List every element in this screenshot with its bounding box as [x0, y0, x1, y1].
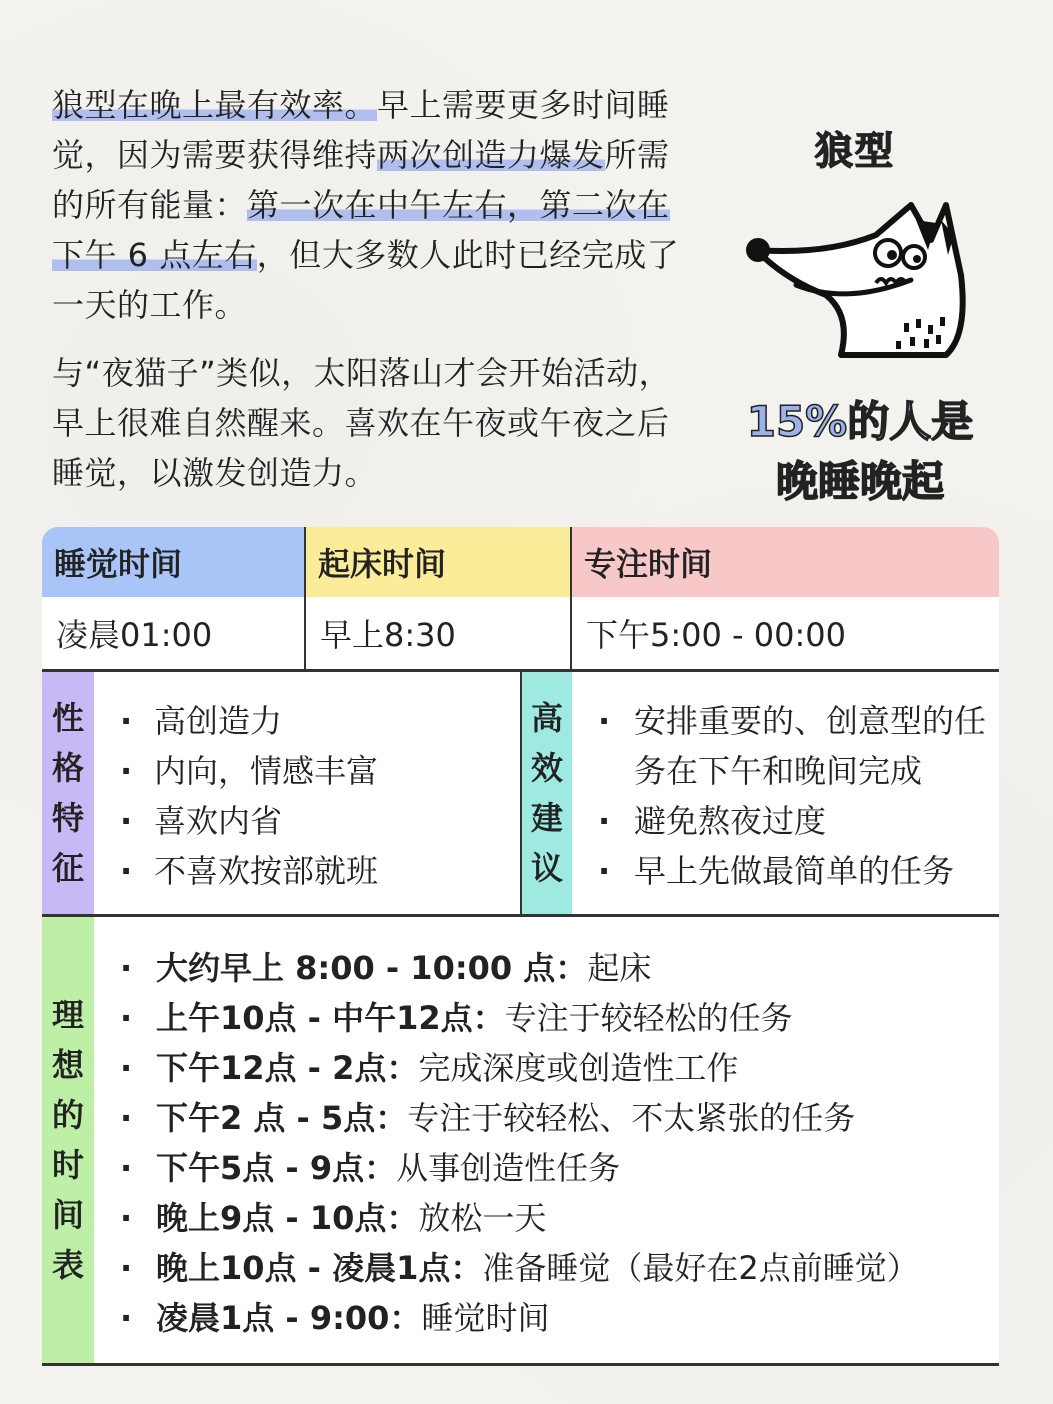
highlighted-text: 两次创造力爆发	[377, 136, 605, 174]
schedule-label-char: 理	[51, 996, 84, 1034]
value-wake-time: 早上8:30	[306, 597, 572, 669]
schedule-task: 放松一天	[418, 1199, 547, 1237]
traits-label-char: 格	[51, 749, 84, 787]
value-row	[42, 597, 999, 672]
schedule-item	[94, 1243, 919, 1293]
schedule-time: 晚上9点 - 10点：	[156, 1199, 419, 1237]
value-sleep-time: 凌晨01:00	[42, 597, 306, 669]
schedule-row	[42, 917, 999, 1366]
highlighted-text: 狼型在晚上最有效率。	[52, 86, 378, 124]
intro-paragraph-1	[52, 80, 692, 330]
list-item: · 安排重要的、创意型的任务在下午和晚间完成	[572, 696, 999, 796]
stat-line-2: 晚睡晚起	[775, 457, 944, 506]
schedule-time: 晚上10点 - 凌晨1点：	[156, 1249, 483, 1287]
schedule-task: 专注于较轻松的任务	[504, 999, 793, 1037]
schedule-task: 从事创造性任务	[396, 1149, 621, 1187]
schedule-time: 下午12点 - 2点：	[156, 1049, 419, 1087]
wolf-head-icon	[736, 195, 976, 370]
traits-list	[94, 672, 520, 914]
traits-tips-row	[42, 672, 999, 917]
traits-label	[42, 672, 94, 914]
schedule-list	[94, 917, 919, 1363]
chronotype-table	[42, 527, 999, 1366]
value-focus-time: 下午5:00 - 00:00	[586, 616, 846, 654]
schedule-item	[94, 993, 919, 1043]
intro-text-segment: 早上需要更多时间睡觉，因为需要获得维持	[52, 86, 670, 174]
list-item: · 高创造力	[94, 696, 520, 746]
intro-text	[52, 80, 692, 516]
header-sleep-time: 睡觉时间	[42, 527, 306, 597]
tips-label	[520, 672, 572, 914]
list-item: · 喜欢内省	[94, 796, 520, 846]
list-item: · 内向，情感丰富	[94, 746, 520, 796]
schedule-label-char: 想	[51, 1046, 84, 1084]
list-item: · 早上先做最简单的任务	[572, 846, 999, 896]
schedule-task: 完成深度或创造性工作	[418, 1049, 739, 1087]
schedule-item	[94, 1193, 919, 1243]
schedule-label-char: 表	[51, 1246, 84, 1284]
list-item: · 避免熬夜过度	[572, 796, 999, 846]
traits-label-char: 特	[51, 799, 84, 837]
header-focus-time: 专注时间	[572, 527, 999, 597]
schedule-time: 上午10点 - 中午12点：	[156, 999, 505, 1037]
tips-label-char: 建	[530, 799, 563, 837]
tips-list	[572, 672, 999, 914]
schedule-item	[94, 1043, 919, 1093]
stat-line-1: 15%的人是	[746, 397, 974, 446]
schedule-task: 睡觉时间	[421, 1299, 550, 1337]
tips-label-char: 高	[530, 699, 563, 737]
tips-label-char: 效	[530, 749, 563, 787]
schedule-item	[94, 1293, 919, 1343]
schedule-task: 专注于较轻松、不太紧张的任务	[407, 1099, 856, 1137]
chronotype-stat	[730, 392, 990, 512]
header-row	[42, 527, 999, 597]
schedule-label-char: 时	[51, 1146, 84, 1184]
schedule-item	[94, 1143, 919, 1193]
schedule-label-char: 的	[51, 1096, 84, 1134]
schedule-time: 下午2 点 - 5点：	[156, 1099, 408, 1137]
schedule-time: 大约早上 8:00 - 10:00 点：	[156, 949, 588, 987]
schedule-task: 准备睡觉（最好在2点前睡觉）	[482, 1249, 919, 1287]
intro-text-segment: 所需的所有能量：	[52, 136, 670, 224]
schedule-label-char: 间	[51, 1196, 84, 1234]
schedule-item	[94, 943, 919, 993]
schedule-task: 起床	[587, 949, 652, 987]
chronotype-title: 狼型	[814, 129, 895, 173]
traits-label-char: 征	[51, 849, 84, 887]
schedule-item	[94, 1093, 919, 1143]
tips-label-char: 议	[530, 849, 563, 887]
schedule-label	[42, 917, 94, 1363]
schedule-time: 凌晨1点 - 9:00：	[156, 1299, 422, 1337]
intro-text-segment: ，但大多数人此时已经完成了一天的工作。	[52, 236, 680, 324]
list-item: · 不喜欢按部就班	[94, 846, 520, 896]
highlighted-text: 第一次在中午左右，第二次在下午 6 点左右	[52, 186, 670, 274]
intro-paragraph-2: 与“夜猫子”类似，太阳落山才会开始活动，早上很难自然醒来。喜欢在午夜或午夜之后睡觉，以激发创造力。	[52, 354, 672, 492]
header-wake-time: 起床时间	[306, 527, 572, 597]
traits-label-char: 性	[51, 699, 84, 737]
schedule-time: 下午5点 - 9点：	[156, 1149, 397, 1187]
